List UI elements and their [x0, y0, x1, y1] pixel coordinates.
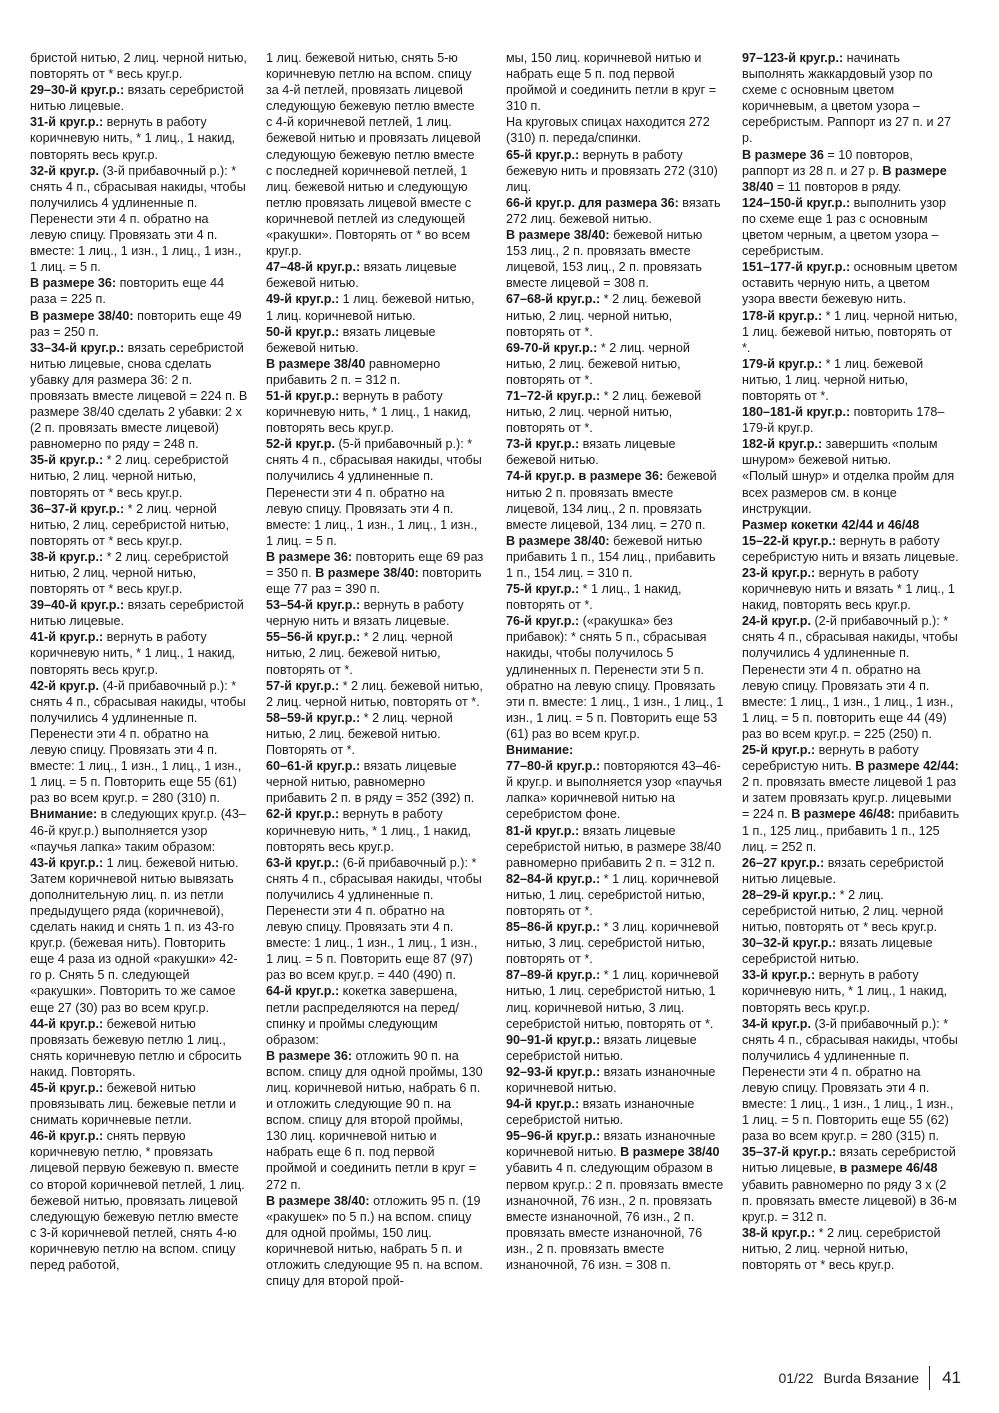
row-label: 43-й круг.р.: — [30, 855, 104, 870]
row-text: вязать лицевые серебристой нитью. — [506, 1032, 697, 1063]
row-text: вязать серебристой нитью лицевые. — [742, 855, 944, 886]
instruction-paragraph — [742, 1144, 960, 1224]
row-text: * 1 лиц. черной нитью, 1 лиц. бежевой нитью, повторять от *. — [742, 308, 958, 355]
instruction-paragraph — [742, 50, 960, 147]
row-label: 46-й круг.р.: — [30, 1129, 104, 1144]
row-label: В размере 38/40: — [506, 228, 610, 243]
row-label: 51-й круг.р.: — [266, 388, 340, 403]
instruction-paragraph — [506, 758, 724, 822]
row-text: вязать лицевые бежевой нитью. — [506, 437, 676, 468]
row-label: 94-й круг.р.: — [506, 1097, 580, 1112]
instruction-paragraph — [30, 1016, 248, 1080]
row-text: вязать изнаночные серебристой нитью. — [506, 1097, 695, 1128]
row-label: Внимание: — [506, 743, 574, 758]
instruction-paragraph — [266, 597, 484, 629]
row-text: * 1 лиц. коричневой нитью, 1 лиц. серебристой нитью, 1 лиц. коричневой нитью, 3 лиц. серебристой нитью, повторять от *. — [506, 968, 719, 1031]
row-label: 47–48-й круг.р.: — [266, 260, 361, 275]
row-text: выполнить узор по схеме еще 1 раз с основным цветом черным, а цветом узора – серебристым. — [742, 195, 947, 259]
footer-divider — [929, 1366, 930, 1390]
instruction-paragraph — [266, 1193, 484, 1290]
row-label: 124–150-й круг.р.: — [742, 195, 851, 210]
instruction-paragraph — [30, 308, 248, 340]
row-label: В размере 38/40: — [30, 308, 134, 323]
instruction-paragraph — [742, 533, 960, 565]
row-text: вернуть в работу коричневую нить и вязать * 1 лиц., 1 накид, повторять весь круг.р. — [742, 566, 955, 613]
row-text: отложить 90 п. на вспом. спицу для одной проймы, 130 лиц. коричневой нитью, набрать 6 п. и отложить следующие 90 п. на вспом. спицу для второй проймы, 130 лиц. коричневой нитью и набрать еще 6 п. под первой проймой и соединить петли в круг = 272 п. — [266, 1048, 483, 1192]
instruction-paragraph — [742, 935, 960, 967]
instruction-paragraph — [266, 436, 484, 549]
row-label: 71–72-й круг.р.: — [506, 388, 601, 403]
text-column-2 — [266, 50, 484, 1289]
row-text: вязать изнаночные коричневой нитью. В размере 38/40 убавить 4 п. следующим образом в первом круг.р.: 2 п. провязать вместе изнаночной, 76 изн., 2 п. провязать вместе изнаночной, 76 изн., 2 п. провязать вместе изнаночной, 76 изн., 2 п. провязать вместе изнаночной, 76 изн. = 308 п. — [506, 1129, 724, 1273]
row-text: бежевой нитью провязывать лиц. бежевые петли и снимать коричневые петли. — [30, 1081, 237, 1128]
instruction-paragraph — [30, 855, 248, 1016]
row-text: вернуть в работу коричневую нить, * 1 лиц., 1 накид, повторять весь круг.р. — [30, 630, 236, 677]
instruction-paragraph — [506, 1128, 724, 1273]
instruction-paragraph — [30, 82, 248, 114]
row-text: * 2 лиц. бежевой нитью, 2 лиц. черной нитью, повторять от *. — [266, 678, 483, 709]
row-label: В размере 36: — [266, 1048, 353, 1063]
row-label: 30–32-й круг.р.: — [742, 936, 837, 951]
row-label: 42-й круг.р. — [30, 678, 99, 693]
instruction-paragraph — [506, 533, 724, 581]
row-text: основным цветом оставить черную нить, а цветом узора ввести бежевую нить. — [742, 260, 958, 307]
row-label: 76-й круг.р.: — [506, 614, 580, 629]
row-text: повторяются 43–46-й круг.р. и выполняется узор «паучья лапка» коричневой нитью на серебристом фоне. — [506, 759, 722, 822]
row-label: 77–80-й круг.р.: — [506, 759, 601, 774]
instruction-paragraph — [30, 501, 248, 549]
row-label: 36–37-й круг.р.: — [30, 501, 125, 516]
row-label: В размере 36 — [742, 147, 824, 162]
row-label: 28–29-й круг.р.: — [742, 887, 837, 902]
row-text: (6-й прибавочный р.): * снять 4 п., сбрасывая накиды, чтобы получились 4 удлиненные п. Перенести эти 4 п. обратно на левую спицу. Провязать эти 4 п. вместе: 1 лиц., 1 изн., 1 лиц., 1 изн., 1 лиц. = 5 п. Повторить еще 87 (97) раз во всем круг.р. = 440 (490) п. — [266, 855, 482, 983]
row-text: вернуть в работу серебристую нить и вязать лицевые. — [742, 533, 959, 564]
row-text: повторить 178–179-й круг.р. — [742, 405, 945, 436]
instruction-paragraph — [30, 452, 248, 500]
instruction-paragraph — [266, 806, 484, 854]
instruction-paragraph — [30, 114, 248, 162]
row-text: = 10 повторов, раппорт из 28 п. и 27 р. В размере 38/40 = 11 повторов в ряду. — [742, 147, 947, 194]
row-label: 75-й круг.р.: — [506, 582, 580, 597]
row-text: (5-й прибавочный р.): * снять 4 п., сбрасывая накиды, чтобы получились 4 удлиненные п. Перенести эти 4 п. обратно на левую спицу. Провязать эти 4 п. вместе: 1 лиц., 1 изн., 1 лиц., 1 изн., 1 лиц. = 5 п. — [266, 437, 482, 548]
row-label: 95–96-й круг.р.: — [506, 1129, 601, 1144]
row-text: («ракушка» без прибавок): * снять 5 п., сбрасывая накиды, чтобы получилось 5 удлиненных п. Перенести эти 5 п. обратно на левую спицу. Провязать эти п. вместе: 1 лиц., 1 изн., 1 лиц., 1 изн., 1 лиц. = 5 п. Повторить еще 53 (61) раз во всем круг.р. — [506, 614, 724, 741]
row-text: бежевой нитью провязать бежевую петлю 1 лиц., снять коричневую петлю и сбросить накид. Повторять. — [30, 1016, 242, 1079]
row-text: вязать лицевые серебристой нитью, в размере 38/40 равномерно прибавить 2 п. = 312 п. — [506, 823, 722, 870]
row-label: В размере 38/40: — [266, 1193, 370, 1208]
row-label: 151–177-й круг.р.: — [742, 260, 851, 275]
instruction-paragraph — [506, 388, 724, 436]
row-text: * 2 лиц. черной нитью, 2 лиц. бежевой нитью, повторять от *. — [506, 340, 690, 387]
row-label: 85–86-й круг.р.: — [506, 920, 601, 935]
row-label: 69-70-й круг.р.: — [506, 340, 598, 355]
row-label: 33-й круг.р.: — [742, 968, 816, 983]
row-text: вязать лицевые черной нитью, равномерно прибавить 2 п. в ряду = 352 (392) п. — [266, 759, 475, 806]
row-text: * 3 лиц. коричневой нитью, 3 лиц. серебристой нитью, повторять от *. — [506, 920, 719, 967]
row-label: 34-й круг.р. — [742, 1016, 811, 1031]
instruction-paragraph — [266, 629, 484, 677]
row-label: 35–37-й круг.р.: — [742, 1145, 837, 1160]
page-footer — [778, 1366, 961, 1390]
row-label: 52-й круг.р. — [266, 437, 335, 452]
row-text: * 2 лиц. серебристой нитью, 2 лиц. черной нитью, повторять от * весь круг.р. — [742, 887, 944, 935]
row-text: * 2 лиц. серебристой нитью, 2 лиц. черной нитью, повторять от * весь круг.р. — [30, 549, 229, 597]
row-label: 31-й круг.р.: — [30, 115, 104, 130]
row-text: вернуть в работу коричневую нить, * 1 лиц., 1 накид, повторять весь круг.р. — [266, 388, 472, 436]
row-label: 29–30-й круг.р.: — [30, 83, 125, 98]
instruction-paragraph — [506, 340, 724, 388]
instruction-paragraph — [742, 436, 960, 468]
instruction-paragraph — [30, 549, 248, 597]
instruction-paragraph — [30, 163, 248, 276]
row-text: вернуть в работу коричневую нить, * 1 лиц., 1 накид, повторять весь круг.р. — [742, 968, 948, 1015]
instruction-paragraph — [506, 1096, 724, 1128]
row-label: 180–181-й круг.р.: — [742, 405, 851, 420]
row-text: (2-й прибавочный р.): * снять 4 п., сбрасывая накиды, чтобы получились 4 удлиненные п. Перенести эти 4 п. обратно на левую спицу. Провязать эти 4 п. вместе: 1 лиц., 1 изн., 1 лиц., 1 изн., 1 лиц. = 5 п. повторить еще 44 (49) раз во всем круг.р. = 225 (250) п. — [742, 614, 958, 741]
row-label: 64-й круг.р.: — [266, 984, 340, 999]
instruction-paragraph — [742, 565, 960, 613]
instruction-paragraph — [742, 1225, 960, 1273]
row-text: вернуть в работу бежевую нить и провязать 272 (310) лиц. — [506, 147, 718, 194]
row-text: * 2 лиц. бежевой нитью, 2 лиц. черной нитью, повторять от *. — [506, 388, 702, 436]
instruction-paragraph — [742, 1016, 960, 1145]
row-text: мы, 150 лиц. коричневой нитью и набрать еще 5 п. под первой проймой и соединить петли в круг = 310 п. — [506, 51, 717, 114]
row-label: 60–61-й круг.р.: — [266, 759, 361, 774]
instruction-paragraph — [266, 855, 484, 984]
instruction-paragraph — [266, 291, 484, 323]
row-label: 65-й круг.р.: — [506, 147, 580, 162]
row-text: вязать изнаночные коричневой нитью. — [506, 1064, 716, 1095]
instruction-paragraph — [266, 710, 484, 758]
row-label: 50-й круг.р.: — [266, 324, 340, 339]
instruction-paragraph — [30, 50, 248, 82]
row-text: снять первую коричневую петлю, * провязать лицевой первую бежевую п. вместе со второй коричневой петлей, 1 лиц. бежевой нитью, провязать лицевой следующую бежевую петлю вместе с 3-й коричневой петлей, снять 4-ю коричневую петлю на вспом. спицу перед работой, — [30, 1129, 245, 1273]
instruction-paragraph — [266, 356, 484, 388]
instruction-paragraph — [506, 50, 724, 114]
instruction-paragraph — [266, 324, 484, 356]
instruction-paragraph — [266, 1048, 484, 1193]
row-label: 45-й круг.р.: — [30, 1081, 104, 1095]
text-column-3 — [506, 50, 724, 1273]
instruction-paragraph — [506, 1032, 724, 1064]
instruction-paragraph — [266, 50, 484, 259]
row-label: 49-й круг.р.: — [266, 292, 340, 307]
row-text: бежевой нитью 153 лиц., 2 п. провязать вместе лицевой, 153 лиц., 2 п. провязать вместе лицевой = 308 п. — [506, 228, 703, 291]
row-text: вязать лицевые бежевой нитью. — [266, 260, 457, 291]
text-column-4 — [742, 50, 960, 1273]
row-label: 62-й круг.р.: — [266, 807, 340, 822]
row-label: 66-й круг.р. для размера 36: — [506, 195, 679, 210]
row-label: 38-й круг.р.: — [30, 549, 104, 564]
row-text: (3-й прибавочный р.): * снять 4 п., сбрасывая накиды, чтобы получились 4 удлиненные п. Перенести эти 4 п. обратно на левую спицу. Провязать эти 4 п. вместе: 1 лиц., 1 изн., 1 лиц., 1 изн., 1 лиц. = 5 п. Повторить еще 55 (62) раза во всем круг.р. = 280 (315) п. — [742, 1016, 958, 1144]
issue-number: 01/22 — [778, 1370, 814, 1386]
instruction-paragraph — [506, 823, 724, 871]
row-label: 73-й круг.р.: — [506, 437, 580, 452]
row-label: 57-й круг.р.: — [266, 678, 340, 693]
row-text: начинать выполнять жаккардовый узор по схеме с основным цветом коричневым, а цветом узора – серебристым. Раппорт из 27 п. и 27 р. — [742, 51, 951, 146]
instruction-paragraph — [742, 356, 960, 404]
instruction-paragraph — [266, 259, 484, 291]
instruction-paragraph — [742, 308, 960, 356]
row-text: вязать серебристой нитью лицевые, снова сделать убавку для размера 36: 2 п. провязать вместе лицевой = 224 п. В размере 38/40 сделать 2 убавки: 2 х (2 п. провязать вместе лицевой) равномерно по ряду = 248 п. — [30, 340, 248, 452]
row-label: 33–34-й круг.р.: — [30, 340, 125, 355]
row-label: 25-й круг.р.: — [742, 743, 816, 758]
row-label: 87–89-й круг.р.: — [506, 968, 601, 983]
row-label: 32-й круг.р. — [30, 163, 99, 178]
row-label: 179-й круг.р.: — [742, 356, 823, 371]
row-text: в следующих круг.р. (43–46-й круг.р.) выполняется узор «паучья лапка» таким образом: — [30, 807, 246, 854]
instruction-paragraph — [506, 468, 724, 532]
row-text: кокетка завершена, петли распределяются на перед/спинку и проймы следующим образом: — [266, 984, 460, 1047]
instruction-paragraph — [30, 340, 248, 453]
text-column-1 — [30, 50, 248, 1273]
row-text: бристой нитью, 2 лиц. черной нитью, повторять от * весь круг.р. — [30, 51, 247, 82]
row-text: 1 лиц. бежевой нитью, снять 5-ю коричневую петлю на вспом. спицу за 4-й петлей, провязать лицевой следующую бежевую петлю вместе с 4-й коричневой петлей, 1 лиц. бежевой нитью и провязать лицевой следующую бежевую петлю вместе с последней коричневой петлей, 1 лиц. бежевой нитью и следующую петлю провязать лицевой вместе с коричневой петлей из следующей «ракушки». Повторять от * во всем круг.р. — [266, 51, 481, 259]
row-text: * 2 лиц. черной нитью, 2 лиц. бежевой нитью, повторять от *. — [266, 630, 453, 677]
instruction-paragraph — [506, 1064, 724, 1096]
instruction-paragraph — [506, 919, 724, 967]
row-text: * 2 лиц. бежевой нитью, 2 лиц. черной нитью, повторять от *. — [506, 292, 702, 339]
row-text: вернуть в работу коричневую нить, * 1 лиц., 1 накид, повторять весь круг.р. — [266, 807, 472, 854]
row-label: 39–40-й круг.р.: — [30, 598, 125, 613]
row-label: 44-й круг.р.: — [30, 1016, 104, 1031]
instruction-paragraph — [506, 114, 724, 146]
row-text: вернуть в работу черную нить и вязать лицевые. — [266, 598, 464, 629]
row-text: * 2 лиц. черной нитью, 2 лиц. серебристой нитью, повторять от * весь круг.р. — [30, 501, 230, 548]
row-text: вязать серебристой нитью лицевые. — [30, 598, 244, 629]
row-label: 24-й круг.р. — [742, 614, 811, 629]
row-text: вязать лицевые бежевой нитью. — [266, 324, 436, 355]
row-text: отложить 95 п. (19 «ракушек» по 5 п.) на вспом. спицу для одной проймы, 150 лиц. коричневой нитью, набрать 5 п. и отложить следующие 95 п. на вспом. спицу для второй прой- — [266, 1193, 483, 1289]
row-text: * 2 лиц. серебристой нитью, 2 лиц. черной нитью, повторять от * весь круг.р. — [30, 453, 229, 500]
row-label: 23-й круг.р.: — [742, 566, 816, 580]
instruction-paragraph — [30, 275, 248, 307]
instruction-paragraph — [266, 678, 484, 710]
row-text: «Полый шнур» и отделка пройм для всех размеров см. в конце инструкции. — [742, 469, 955, 516]
row-text: * 2 лиц. черной нитью, 2 лиц. бежевой нитью. Повторять от *. — [266, 710, 453, 758]
row-text: вернуть в работу коричневую нить, * 1 лиц., 1 накид, повторять весь круг.р. — [30, 115, 236, 162]
instruction-paragraph — [506, 436, 724, 468]
instruction-paragraph — [742, 517, 960, 533]
row-label: 92–93-й круг.р.: — [506, 1064, 601, 1079]
instruction-paragraph — [506, 227, 724, 291]
instruction-paragraph — [506, 581, 724, 613]
row-label: 41-й круг.р.: — [30, 630, 104, 645]
instruction-paragraph — [30, 1128, 248, 1273]
row-text: * 1 лиц. коричневой нитью, 1 лиц. серебристой нитью, повторять от *. — [506, 871, 719, 918]
instruction-paragraph — [506, 291, 724, 339]
row-text: вязать серебристой нитью лицевые, в размере 46/48 убавить равномерно по ряду 3 х (2 п. провязать вместе лицевой) в 36-м круг.р. = 312 п. — [742, 1145, 957, 1224]
instruction-paragraph — [506, 195, 724, 227]
row-text: вязать серебристой нитью лицевые. — [30, 83, 244, 114]
instruction-paragraph — [266, 388, 484, 436]
page-number: 41 — [942, 1368, 961, 1387]
instruction-paragraph — [30, 629, 248, 677]
row-label: В размере 38/40 — [266, 356, 366, 371]
row-label: 58–59-й круг.р.: — [266, 710, 361, 725]
row-label: В размере 36: — [266, 549, 353, 564]
instruction-paragraph — [742, 404, 960, 436]
row-text: повторить еще 49 раз = 250 п. — [30, 308, 242, 339]
instruction-paragraph — [742, 147, 960, 195]
row-text: 1 лиц. бежевой нитью. Затем коричневой нитью вывязать дополнительную лиц. п. из петли предыдущего ряда (коричневой), сделать накид и снять 1 п. из 43-го круг.р. (бежевая нить). Повторить еще 4 раза из одной «ракушки» 42-го р. Снять 5 п. следующей «ракушки». Повторить то же самое еще 27 (30) раз во всем круг.р. — [30, 855, 239, 1015]
row-label: Размер кокетки 42/44 и 46/48 — [742, 517, 920, 532]
row-label: 15–22-й круг.р.: — [742, 533, 837, 548]
instruction-paragraph — [30, 1080, 248, 1128]
instruction-paragraph — [30, 597, 248, 629]
row-label: 182-й круг.р.: — [742, 437, 823, 452]
row-text: вязать лицевые серебристой нитью. — [742, 936, 933, 967]
row-label: 53–54-й круг.р.: — [266, 598, 361, 613]
row-label: 81-й круг.р.: — [506, 823, 580, 838]
instruction-paragraph — [30, 806, 248, 854]
row-label: 178-й круг.р.: — [742, 308, 823, 323]
row-label: 97–123-й круг.р.: — [742, 51, 844, 65]
row-label: 55–56-й круг.р.: — [266, 630, 361, 645]
row-label: Внимание: — [30, 807, 98, 822]
row-text: На круговых спицах находится 272 (310) п. переда/спинки. — [506, 115, 710, 146]
row-label: 67–68-й круг.р.: — [506, 292, 601, 307]
row-text: * 1 лиц. бежевой нитью, 1 лиц. черной нитью, повторять от *. — [742, 356, 924, 403]
instruction-paragraph — [30, 678, 248, 807]
magazine-title: Burda Вязание — [823, 1370, 920, 1386]
row-label: 35-й круг.р.: — [30, 453, 104, 468]
row-text: повторить еще 69 раз = 350 п. В размере 38/40: повторить еще 77 раз = 390 п. — [266, 549, 484, 597]
instruction-paragraph — [266, 983, 484, 1047]
instruction-paragraph — [506, 147, 724, 195]
row-text: 1 лиц. бежевой нитью, 1 лиц. коричневой нитью. — [266, 292, 475, 323]
row-text: * 2 лиц. серебристой нитью, 2 лиц. черной нитью, повторять от * весь круг.р. — [742, 1225, 941, 1273]
instruction-paragraph — [266, 758, 484, 806]
instruction-paragraph — [506, 613, 724, 742]
row-label: 63-й круг.р.: — [266, 855, 340, 870]
instruction-paragraph — [742, 259, 960, 307]
row-label: В размере 38/40: — [506, 533, 610, 548]
row-text: завершить «полым шнуром» бежевой нитью. — [742, 437, 938, 468]
row-label: 74-й круг.р. в размере 36: — [506, 469, 664, 484]
instruction-paragraph — [506, 967, 724, 1031]
row-label: 38-й круг.р.: — [742, 1225, 816, 1240]
row-text: бежевой нитью прибавить 1 п., 154 лиц., прибавить 1 п., 154 лиц. = 310 п. — [506, 533, 716, 580]
row-label: 26–27 круг.р.: — [742, 855, 825, 870]
instruction-paragraph — [742, 967, 960, 1015]
row-text: повторить еще 44 раза = 225 п. — [30, 276, 225, 307]
instruction-paragraph — [742, 195, 960, 259]
row-text: вязать 272 лиц. бежевой нитью. — [506, 195, 721, 226]
row-label: 82–84-й круг.р.: — [506, 871, 601, 886]
instruction-paragraph — [506, 871, 724, 919]
row-text: бежевой нитью 2 п. провязать вместе лицевой, 134 лиц., 2 п. провязать вместе лицевой, 134 лиц. = 270 п. — [506, 469, 717, 532]
row-text: вернуть в работу серебристую нить. В размере 42/44: 2 п. провязать вместе лицевой 1 раз и затем провязать круг.р. лицевыми = 224 п. В размере 46/48: прибавить 1 п., 125 лиц., прибавить 1 п., 125 лиц. = 252 п. — [742, 743, 960, 854]
instruction-paragraph — [742, 468, 960, 516]
row-text: равномерно прибавить 2 п. = 312 п. — [266, 356, 441, 387]
instruction-paragraph — [742, 613, 960, 742]
instruction-paragraph — [742, 855, 960, 887]
row-label: 90–91-й круг.р.: — [506, 1032, 601, 1047]
instruction-paragraph — [742, 742, 960, 855]
instruction-paragraph — [742, 887, 960, 935]
row-text: (3-й прибавочный р.): * снять 4 п., сбрасывая накиды, чтобы получились 4 удлиненные п. Перенести эти 4 п. обратно на левую спицу. Провязать эти 4 п. вместе: 1 лиц., 1 изн., 1 лиц., 1 изн., 1 лиц. = 5 п. — [30, 163, 246, 275]
row-text: (4-й прибавочный р.): * снять 4 п., сбрасывая накиды, чтобы получились 4 удлиненные п. Перенести эти 4 п. обратно на левую спицу. Провязать эти 4 п. вместе: 1 лиц., 1 изн., 1 лиц., 1 изн., 1 лиц. = 5 п. Повторить еще 55 (61) раз во всем круг.р. = 280 (310) п. — [30, 678, 246, 806]
row-text: * 1 лиц., 1 накид, повторять от *. — [506, 582, 682, 613]
instruction-paragraph — [266, 549, 484, 597]
instruction-paragraph — [506, 742, 724, 758]
row-label: В размере 36: — [30, 276, 117, 291]
